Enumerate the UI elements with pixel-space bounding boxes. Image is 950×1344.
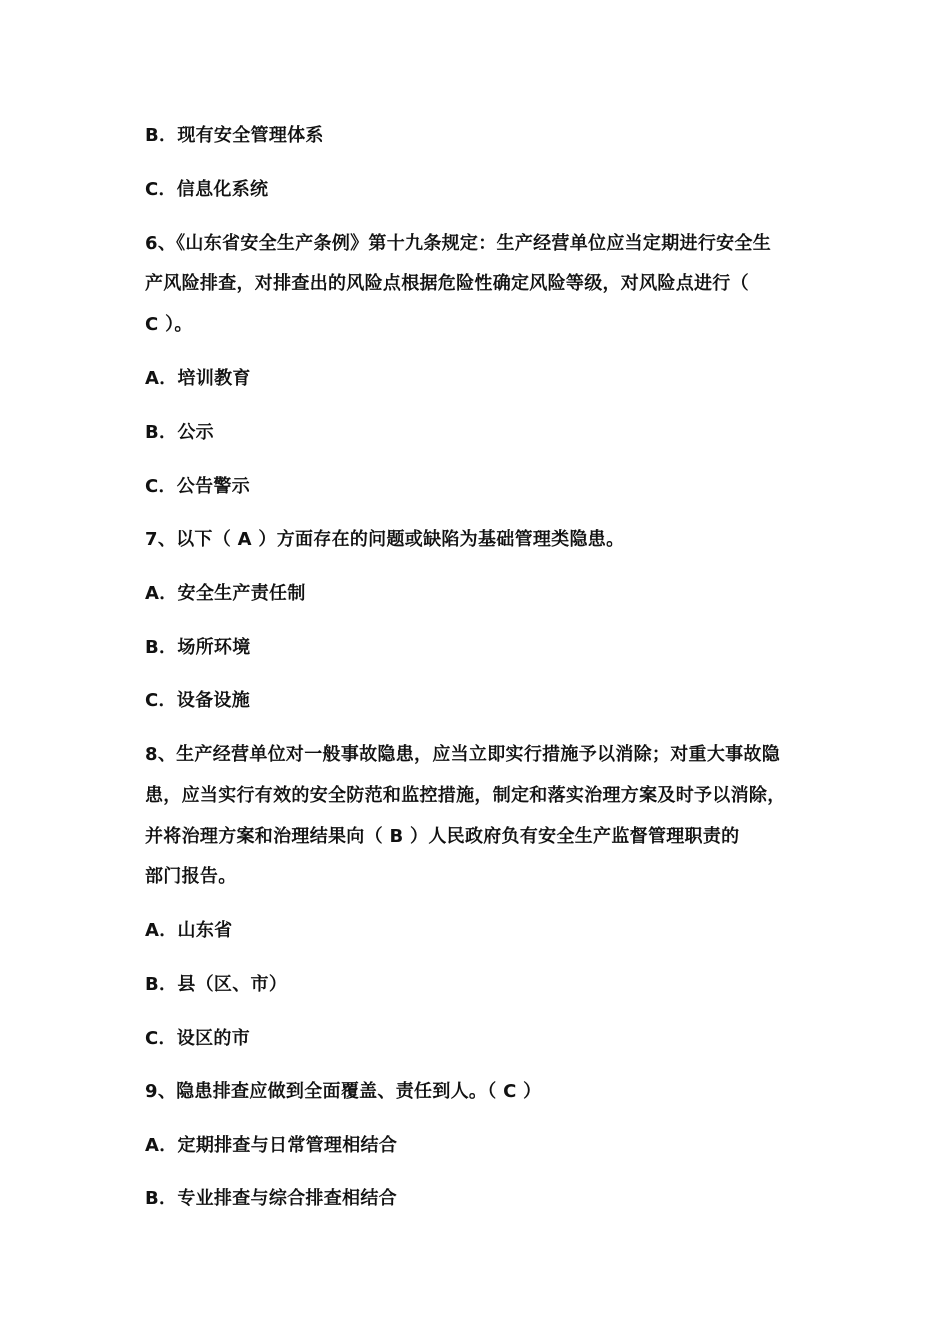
question-8-line-4: 部门报告。: [145, 866, 237, 887]
option-9b: B．专业排查与综合排查相结合: [145, 1188, 397, 1209]
option-5c: C．信息化系统: [145, 179, 269, 200]
option-7b: B．场所环境: [145, 637, 251, 658]
option-5b: B．现有安全管理体系: [145, 125, 324, 146]
question-8-line-2: 患，应当实行有效的安全防范和监控措施，制定和落实治理方案及时予以消除，: [145, 785, 786, 806]
question-8-line-1: 8、生产经营单位对一般事故隐患，应当立即实行措施予以消除；对重大事故隐: [145, 744, 781, 765]
option-7c: C．设备设施: [145, 690, 251, 711]
option-9a: A．定期排查与日常管理相结合: [145, 1135, 398, 1156]
option-8c: C．设区的市: [145, 1028, 251, 1049]
question-6-line-1: 6、《山东省安全生产条例》第十九条规定：生产经营单位应当定期进行安全生: [145, 233, 772, 254]
question-9: 9、隐患排查应做到全面覆盖、责任到人。（ C ）: [145, 1081, 542, 1102]
option-8a: A．山东省: [145, 920, 233, 941]
option-6c: C．公告警示: [145, 476, 251, 497]
question-6-line-3: C ）。: [145, 314, 193, 335]
option-6b: B．公示: [145, 422, 214, 443]
option-6a: A．培训教育: [145, 368, 251, 389]
question-8-line-3: 并将治理方案和治理结果向（ B ）人民政府负有安全生产监督管理职责的: [145, 826, 740, 847]
option-8b: B．县（区、市）: [145, 974, 288, 995]
question-6-line-2: 产风险排查，对排查出的风险点根据危险性确定风险等级，对风险点进行（: [145, 273, 749, 294]
question-7: 7、以下（ A ）方面存在的问题或缺陷为基础管理类隐患。: [145, 529, 625, 550]
option-7a: A．安全生产责任制: [145, 583, 306, 604]
